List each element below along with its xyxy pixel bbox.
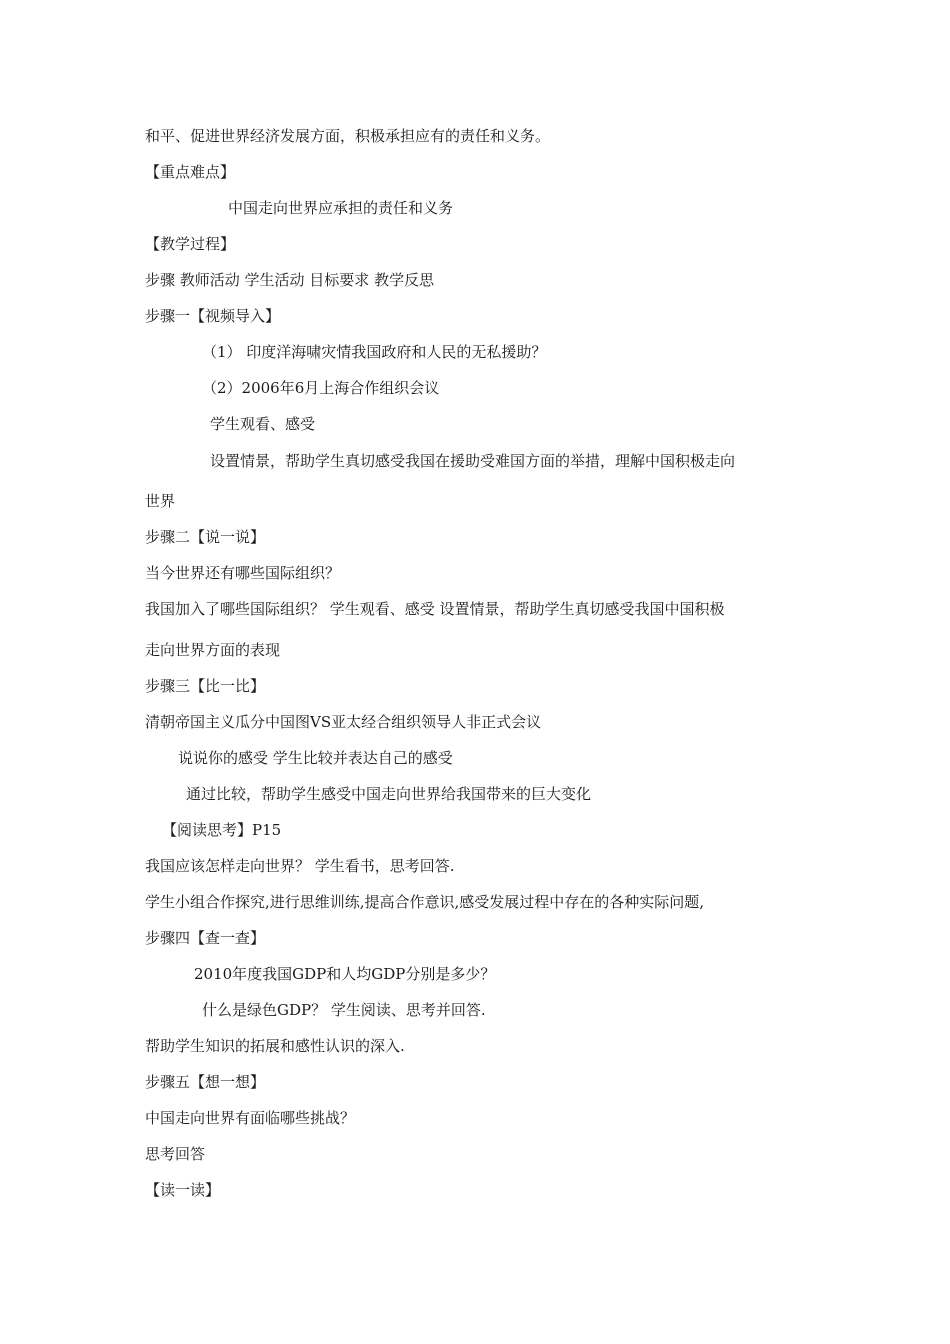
text-line-key-points: 中国走向世界应承担的责任和义务 xyxy=(228,199,454,217)
text-line-step1-student: 学生观看、感受 xyxy=(210,415,316,433)
text-line-step5-answer: 思考回答 xyxy=(145,1145,206,1163)
step-3-heading: 步骤三【比一比】 xyxy=(145,677,266,695)
text-line-step1-item1: （1） 印度洋海啸灾情我国政府和人民的无私援助？ xyxy=(202,343,547,361)
text-line-step2-q2: 我国加入了哪些国际组织？ 学生观看、感受 设置情景，帮助学生真切感受我国中国积极 xyxy=(145,600,725,618)
step-2-heading: 步骤二【说一说】 xyxy=(145,528,266,546)
text-line-reading-goal: 学生小组合作探究,进行思维训练,提高合作意识,感受发展过程中存在的各种实际问题, xyxy=(145,893,705,911)
text-line-step1-item2: （2）2006年6月上海合作组织会议 xyxy=(202,379,440,397)
text-line-step4-goal: 帮助学生知识的拓展和感性认识的深入. xyxy=(145,1037,405,1055)
reading-think-heading: 【阅读思考】P15 xyxy=(162,821,282,839)
section-heading-read: 【读一读】 xyxy=(145,1181,221,1199)
text-line-step2-q1: 当今世界还有哪些国际组织？ xyxy=(145,564,341,582)
text-line-step2-cont: 走向世界方面的表现 xyxy=(145,641,281,659)
text-line-step5-q: 中国走向世界有面临哪些挑战？ xyxy=(145,1109,356,1127)
text-line-step3-goal: 通过比较，帮助学生感受中国走向世界给我国带来的巨大变化 xyxy=(186,785,592,803)
section-heading-key-points: 【重点难点】 xyxy=(145,163,236,181)
text-line-step4-q2: 什么是绿色GDP？ 学生阅读、思考并回答. xyxy=(202,1001,486,1019)
text-line-step3-compare: 清朝帝国主义瓜分中国图VS亚太经合组织领导人非正式会议 xyxy=(145,713,542,731)
text-line-step1-goal-cont: 世界 xyxy=(145,492,176,510)
text-line-step3-feel: 说说你的感受 学生比较并表达自己的感受 xyxy=(178,749,453,767)
section-heading-process: 【教学过程】 xyxy=(145,235,236,253)
text-line-step4-q1: 2010年度我国GDP和人均GDP分别是多少？ xyxy=(194,965,496,983)
text-line-reading-q: 我国应该怎样走向世界？ 学生看书，思考回答. xyxy=(145,857,455,875)
text-line-1: 和平、促进世界经济发展方面，积极承担应有的责任和义务。 xyxy=(145,127,551,145)
step-1-heading: 步骤一【视频导入】 xyxy=(145,307,281,325)
step-4-heading: 步骤四【查一查】 xyxy=(145,929,266,947)
text-line-table-header: 步骤 教师活动 学生活动 目标要求 教学反思 xyxy=(145,271,435,289)
step-5-heading: 步骤五【想一想】 xyxy=(145,1073,266,1091)
text-line-step1-goal: 设置情景，帮助学生真切感受我国在援助受难国方面的举措，理解中国积极走向 xyxy=(210,452,736,470)
